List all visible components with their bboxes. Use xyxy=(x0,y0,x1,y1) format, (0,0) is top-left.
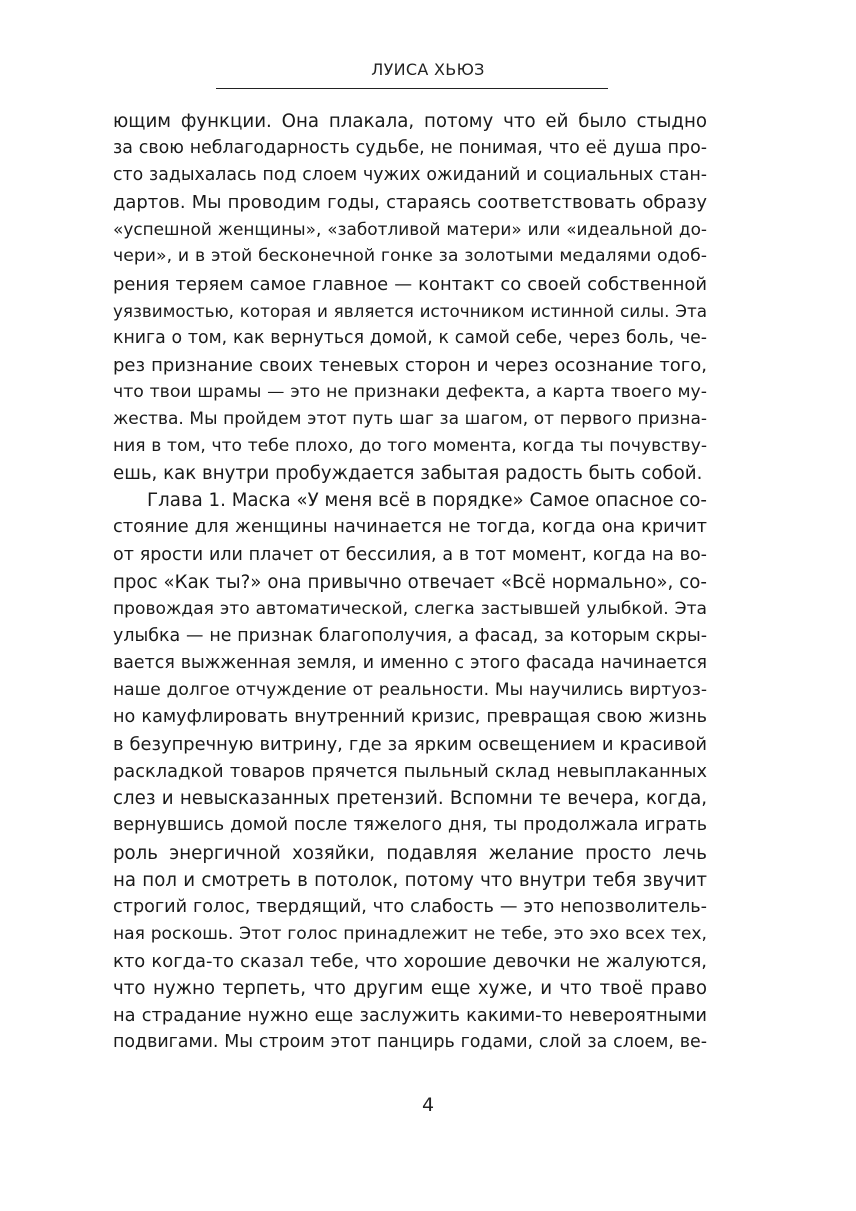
text-line: рез признание своих теневых сторон и через осознание того, xyxy=(113,354,707,376)
running-head: ЛУИСА ХЬЮЗ xyxy=(371,60,485,79)
text-line: сто задыхалась под слоем чужих ожиданий и социальных стан- xyxy=(113,165,707,186)
text-line: ная роскошь. Этот голос принадлежит не тебе, это эхо всех тех, xyxy=(113,923,707,944)
text-line: от ярости или плачет от бессилия, а в тот момент, когда на во- xyxy=(113,544,707,565)
page-number: 4 xyxy=(421,1094,435,1116)
text-line: в безупречную витрину, где за ярким освещением и красивой xyxy=(113,734,707,756)
text-line: подвигами. Мы строим этот панцирь годами, слой за слоем, ве- xyxy=(113,1032,707,1053)
text-line: на страдание нужно еще заслужить какими-то невероятными xyxy=(113,1005,707,1027)
text-line: Глава 1. Маска «У меня всё в порядке» Самое опасное со- xyxy=(147,490,707,512)
text-line: на пол и смотреть в потолок, потому что внутри тебя звучит xyxy=(113,869,707,891)
text-line: наше долгое отчуждение от реальности. Мы научились виртуоз- xyxy=(113,679,707,700)
text-line: книга о том, как вернуться домой, к самой себе, через боль, че- xyxy=(113,327,707,348)
text-line: жества. Мы пройдем этот путь шаг за шагом, от первого призна- xyxy=(113,409,707,430)
text-line: что нужно терпеть, что другим еще хуже, и что твоё право xyxy=(113,978,707,999)
text-line: кто когда-то сказал тебе, что хорошие девочки не жалуются, xyxy=(113,950,707,972)
text-line: уязвимостью, которая и является источником истинной силы. Эта xyxy=(113,300,707,321)
text-line: роль энергичной хозяйки, подавляя желание просто лечь xyxy=(113,842,707,864)
text-line: прос «Как ты?» она привычно отвечает «Всё нормально», со- xyxy=(113,571,707,593)
text-line: но камуфлировать внутренний кризис, превращая свою жизнь xyxy=(113,707,707,728)
text-line: провождая это автоматической, слегка застывшей улыбкой. Эта xyxy=(113,598,707,619)
text-line: ющим функции. Она плакала, потому что ей было стыдно xyxy=(113,111,707,132)
body-text xyxy=(113,108,707,1056)
paragraph-2 xyxy=(113,487,707,1056)
text-line: улыбка — не признак благополучия, а фасад, за которым скры- xyxy=(113,625,707,646)
text-line: стояние для женщины начинается не тогда, когда она кричит xyxy=(113,517,707,538)
text-line: «успешной женщины», «заботливой матери» или «идеальной до- xyxy=(113,219,707,240)
text-line: ешь, как внутри пробуждается забытая радость быть собой. xyxy=(113,463,703,485)
text-line: вернувшись домой после тяжелого дня, ты продолжала играть xyxy=(113,815,707,836)
text-line: ния в том, что тебе плохо, до того момента, когда ты почувству- xyxy=(113,436,707,457)
text-line: вается выжженная земля, и именно с этого фасада начинается xyxy=(113,652,707,673)
paragraph-1 xyxy=(113,108,707,487)
header-rule xyxy=(216,88,608,89)
text-line: за свою неблагодарность судьбе, не понимая, что её душа про- xyxy=(113,138,707,159)
text-line: рения теряем самое главное — контакт со своей собственной xyxy=(113,273,707,295)
text-line: что твои шрамы — это не признаки дефекта, а карта твоего му- xyxy=(113,381,707,402)
text-line: дартов. Мы проводим годы, стараясь соответствовать образу xyxy=(113,192,707,214)
text-line: раскладкой товаров прячется пыльный склад невыплаканных xyxy=(113,761,707,783)
text-line: строгий голос, твердящий, что слабость — это непозволитель- xyxy=(113,896,707,917)
text-line: чери», и в этой бесконечной гонке за золотыми медалями одоб- xyxy=(113,246,707,267)
text-line: слез и невысказанных претензий. Вспомни те вечера, когда, xyxy=(113,788,707,810)
